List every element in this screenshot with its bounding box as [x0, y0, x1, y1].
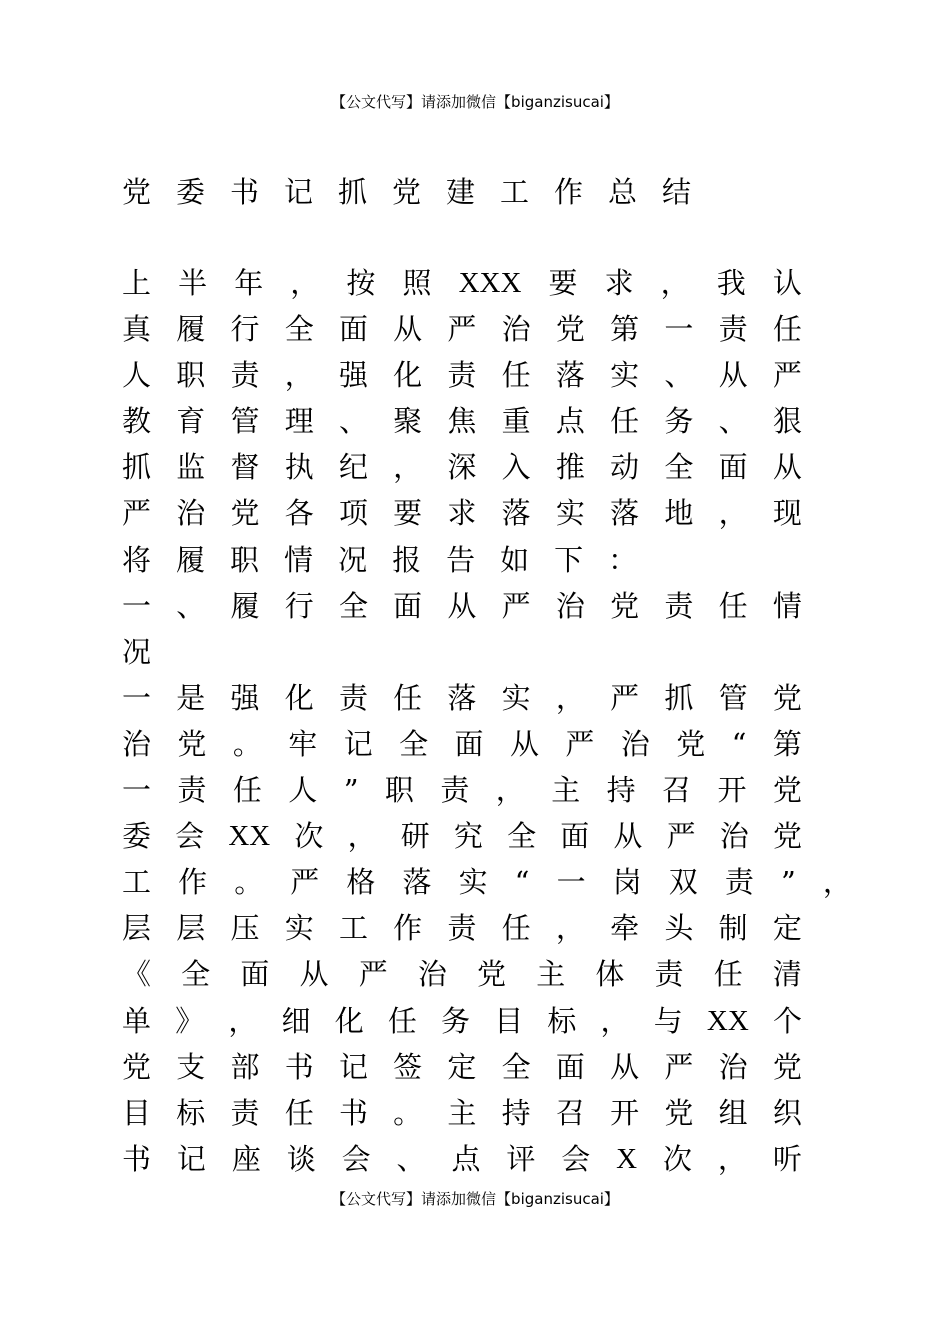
body-line: 教 育 管 理 、 聚 焦 重 点 任 务 、 狠 — [122, 404, 802, 439]
footer-watermark-note: 【公文代写】请添加微信【biganzisucai】 — [331, 1190, 619, 1208]
body-line: 党 支 部 书 记 签 定 全 面 从 严 治 党 — [122, 1049, 802, 1084]
body-line: 《 全 面 从 严 治 党 主 体 责 任 清 — [122, 957, 802, 992]
body-line: 一 、 履 行 全 面 从 严 治 党 责 任 情 — [122, 588, 802, 623]
body-line: 上 半 年 ， 按 照 XXX 要 求 ， 我 认 — [122, 266, 802, 300]
body-line: 将 履 职 情 况 报 告 如 下 ： — [122, 542, 638, 577]
body-line: 治 党 。 牢 记 全 面 从 严 治 党 “ 第 — [122, 726, 802, 761]
body-line: 委 会 XX 次 ， 研 究 全 面 从 严 治 党 — [122, 819, 802, 854]
body-line: 一 责 任 人 ” 职 责 ， 主 持 召 开 党 — [122, 773, 802, 808]
body-line: 书 记 座 谈 会 、 点 评 会 X 次 ， 听 — [122, 1141, 802, 1176]
body-line: 单 》 ， 细 化 任 务 目 标 ， 与 XX 个 — [122, 1003, 802, 1038]
document-title: 党委书记抓党建工作总结 — [122, 175, 717, 209]
body-line: 况 — [122, 634, 152, 669]
body-line: 目 标 责 任 书 。 主 持 召 开 党 组 织 — [122, 1095, 802, 1130]
body-line: 层 层 压 实 工 作 责 任 ， 牵 头 制 定 — [122, 911, 802, 946]
body-line: 抓 监 督 执 纪 ， 深 入 推 动 全 面 从 — [122, 450, 802, 485]
body-line: 真 履 行 全 面 从 严 治 党 第 一 责 任 — [122, 312, 802, 347]
body-line: 严 治 党 各 项 要 求 落 实 落 地 ， 现 — [122, 496, 802, 531]
body-line: 工 作 。 严 格 落 实 “ 一 岗 双 责 ” ， — [122, 865, 852, 900]
document-body — [122, 260, 852, 1182]
body-line: 一 是 强 化 责 任 落 实 ， 严 抓 管 党 — [122, 680, 802, 715]
header-watermark-note: 【公文代写】请添加微信【biganzisucai】 — [331, 93, 619, 111]
body-line: 人 职 责 ， 强 化 责 任 落 实 、 从 严 — [122, 358, 802, 393]
